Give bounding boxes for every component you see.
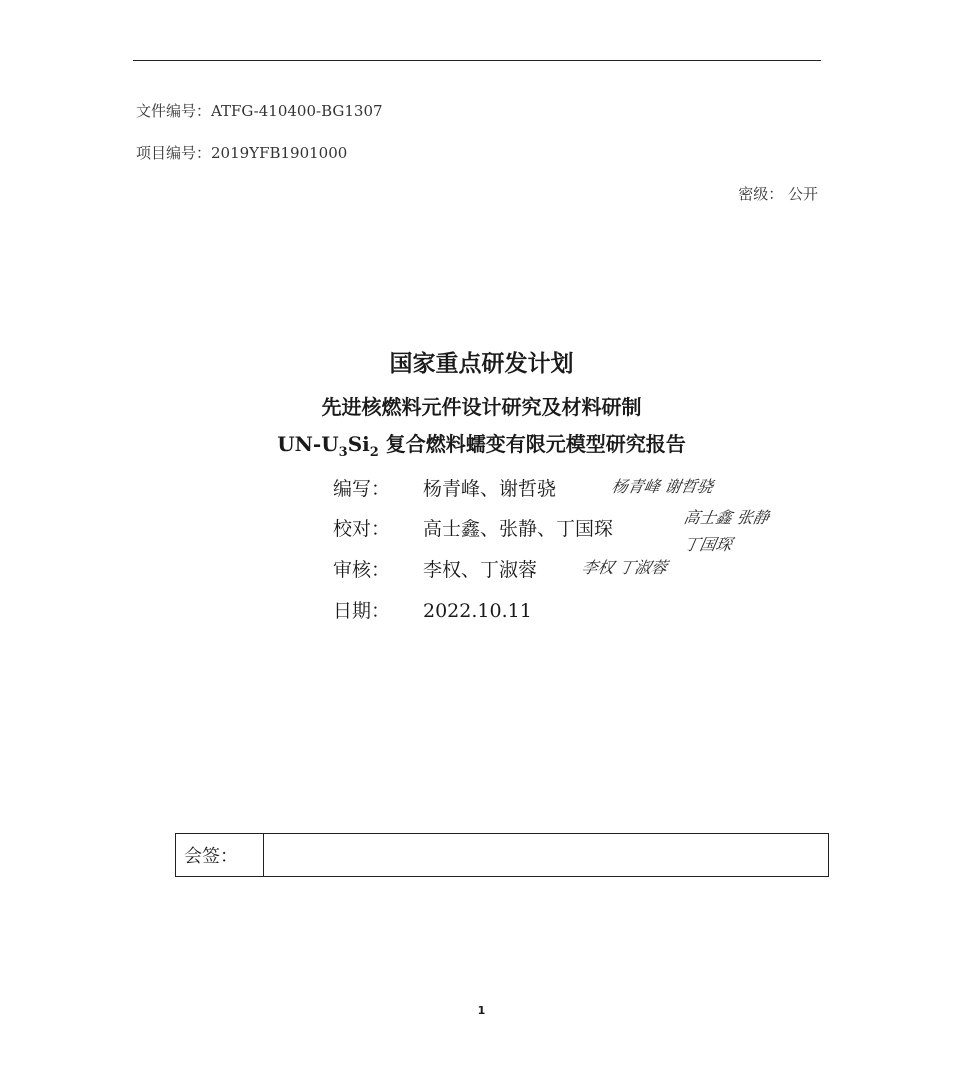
proofreader-label: 校对： — [333, 518, 391, 540]
reviewer-signature: 李权 丁淑蓉 — [580, 558, 669, 577]
doc-number: 文件编号：ATFG-410400-BG1307 — [136, 102, 383, 120]
project-number: 项目编号：2019YFB1901000 — [136, 144, 348, 162]
proofreader-signature-2: 丁国琛 — [682, 535, 734, 554]
countersign-value — [264, 834, 828, 876]
secrecy-level: 密级： 公开 — [738, 185, 818, 203]
reviewer-label: 审核： — [333, 559, 391, 581]
author-value: 杨青峰、谢哲骁 — [423, 478, 557, 500]
proofreader-row — [333, 514, 613, 541]
report-title-suffix: 复合燃料蠕变有限元模型研究报告 — [378, 432, 686, 456]
countersign-label: 会签： — [176, 834, 264, 876]
proofreader-signature-1: 高士鑫 张静 — [682, 508, 771, 527]
report-title-sub1: 3 — [338, 445, 348, 460]
header-rule — [133, 60, 821, 61]
report-title-sub2: 2 — [369, 445, 379, 460]
report-title — [0, 428, 963, 460]
page-number: 1 — [477, 1004, 486, 1017]
countersign-table — [175, 833, 829, 877]
date-label: 日期： — [333, 600, 391, 622]
reviewer-row — [333, 555, 537, 582]
program-title: 国家重点研发计划 — [389, 350, 574, 377]
author-row — [333, 474, 556, 501]
report-title-mid: Si — [347, 432, 370, 456]
report-title-prefix: UN-U — [277, 432, 339, 456]
author-label: 编写： — [333, 478, 391, 500]
date-value: 2022.10.11 — [423, 600, 532, 622]
date-row — [333, 596, 532, 623]
reviewer-value: 李权、丁淑蓉 — [423, 559, 538, 581]
proofreader-value: 高士鑫、张静、丁国琛 — [423, 518, 614, 540]
project-title: 先进核燃料元件设计研究及材料研制 — [321, 395, 642, 419]
author-signature: 杨青峰 谢哲骁 — [610, 477, 715, 496]
